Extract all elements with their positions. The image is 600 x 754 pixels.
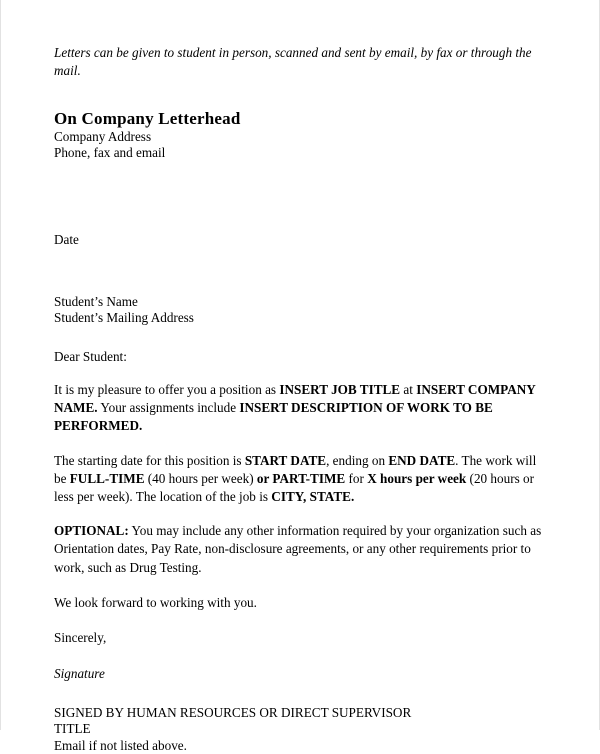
dates-bold-full-time: FULL-TIME — [69, 470, 145, 486]
signed-by-line: SIGNED BY HUMAN RESOURCES OR DIRECT SUPERVISOR — [54, 704, 412, 720]
offer-bold-job-title: INSERT JOB TITLE — [279, 382, 401, 397]
dates-bold-start-date: START DATE — [244, 452, 327, 468]
optional-text-1: You may include any other information required by your organization such as Orientation dates, Pay Rate, non-disclosure agreements, or any other requirements prior to work, such as Drug Testing. — [54, 523, 542, 575]
sincerely-line: Sincerely, — [54, 629, 107, 645]
offer-text-2: at — [400, 382, 417, 397]
paragraph-dates — [54, 436, 548, 507]
dates-text-3: . The work will be — [54, 452, 537, 486]
dates-text-4: (40 hours per week) — [144, 470, 257, 486]
offer-text-1: It is my pleasure to offer you a position as — [54, 382, 280, 397]
offer-text-3: Your assignments include — [97, 400, 240, 416]
salutation: Dear Student: — [54, 349, 127, 364]
paragraph-offer — [54, 365, 548, 436]
signature-label: Signature — [54, 665, 105, 681]
paragraph-optional — [54, 506, 548, 577]
intro-note: Letters can be given to student in person, scanned and sent by email, by fax or through the mail. — [54, 45, 532, 78]
recipient-block — [54, 248, 548, 326]
title-line: TITLE — [54, 721, 91, 737]
optional-bold-label: OPTIONAL: — [54, 523, 129, 539]
offer-bold-work-description: INSERT DESCRIPTION OF WORK TO BE PERFORMED. — [54, 400, 493, 434]
email-line: Email if not listed above. — [54, 737, 187, 753]
dates-bold-part-time: or PART-TIME — [256, 470, 346, 486]
dates-bold-hours-per-week: X hours per week — [367, 470, 467, 486]
date-placeholder: Date — [54, 232, 79, 247]
dates-bold-end-date: END DATE — [388, 452, 456, 468]
dates-text-2: , ending on — [326, 452, 389, 468]
letterhead-address: Company Address — [54, 129, 152, 144]
letter-body — [54, 44, 548, 754]
letterhead-contact: Phone, fax and email — [54, 144, 166, 160]
letterhead-title: On Company Letterhead — [54, 109, 241, 128]
dates-text-6: (20 hours or less per week). The location of the job is — [54, 470, 535, 505]
offer-bold-company-name: INSERT COMPANY NAME. — [54, 382, 536, 416]
dates-bold-city-state: CITY, STATE. — [271, 489, 355, 505]
signoff-block — [54, 683, 548, 754]
recipient-name: Student’s Name — [54, 294, 138, 309]
paragraph-closing: We look forward to working with you. — [54, 594, 257, 610]
dates-text-1: The starting date for this position is — [54, 452, 245, 468]
dates-text-5: for — [345, 470, 368, 486]
recipient-address: Student’s Mailing Address — [54, 310, 194, 325]
